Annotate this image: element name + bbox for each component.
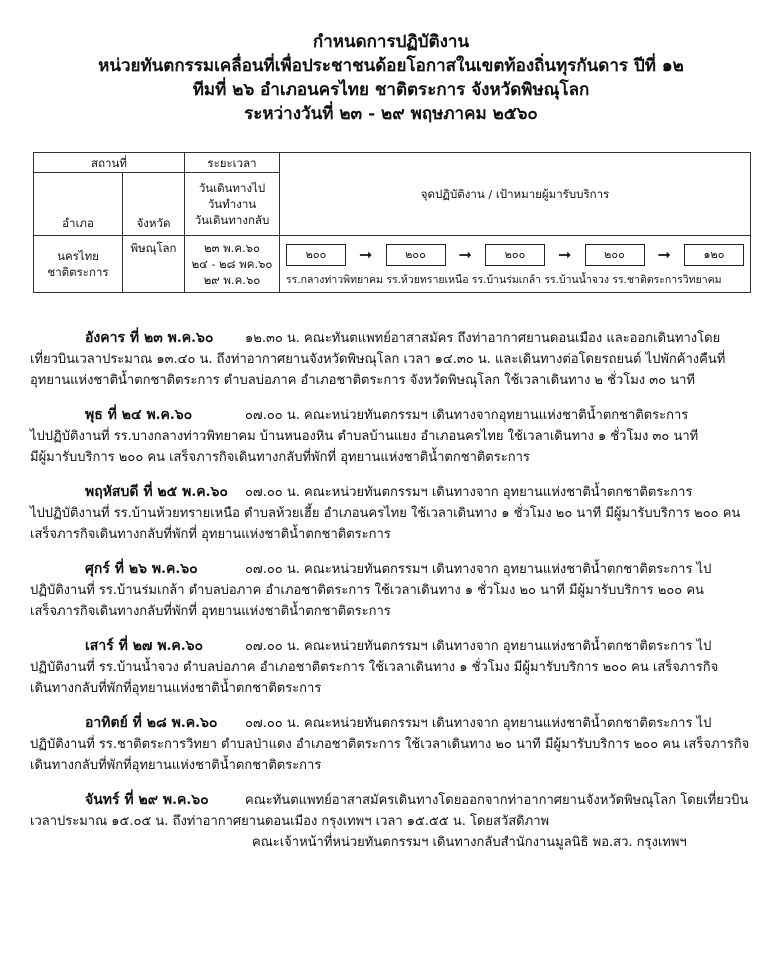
schedule-entry bbox=[30, 713, 752, 776]
school-list: รร.กลางท่าวพิทยาคม รร.ห้วยทรายเหนือ รร.บ้านร่มเกล้า รร.บ้านน้ำจวง รร.ชาติตระการวิทยาคม bbox=[286, 274, 722, 286]
entry-day: อาทิตย์ ที่ ๒๘ พ.ค.๖๐ bbox=[85, 715, 218, 731]
time-detail-depart: วันเดินทางไป bbox=[198, 181, 266, 195]
entry-line: เสร็จภารกิจเดินทางกลับที่พักที่ อุทยานแห่งชาติน้ำตกชาติตระการ bbox=[30, 527, 391, 542]
header-title: กำหนดการปฏิบัติงาน bbox=[312, 32, 470, 52]
entry-text: คณะทันตแพทย์อาสาสมัครเดินทางโดยออกจากท่าอากาศยานจังหวัดพิษณุโลก โดยเที่ยวบิน bbox=[245, 793, 749, 808]
entry-first-line bbox=[30, 405, 752, 426]
entry-text: ๐๗.๐๐ น. คณะหน่วยทันตกรรมฯ เดินทางจาก อุทยานแห่งชาติน้ำตกชาติตระการ ไป bbox=[245, 716, 712, 731]
document-header bbox=[0, 0, 782, 126]
entry-line: ปฏิบัติงานที่ รร.บ้านน้ำจวง ตำบลบ่อภาค อำเภอชาติตระการ ใช้เวลาเดินทาง ๑ ชั่วโมง มีผู้มารับบริการ ๒๐๐ คน เสร็จภารกิจ bbox=[30, 660, 719, 675]
target-box: ๒๐๐ bbox=[386, 244, 446, 266]
schedule-entry bbox=[30, 405, 752, 468]
entry-line: เวลาประมาณ ๑๕.๐๕ น. ถึงท่าอากาศยานดอนเมือง กรุงเทพฯ เวลา ๑๕.๕๕ น. โดยสวัสดิภาพ bbox=[30, 814, 550, 829]
entry-line: มีผู้มารับบริการ ๒๐๐ คน เสร็จภารกิจเดินทางกลับที่พักที่ อุทยานแห่งชาติน้ำตกชาติตระการ bbox=[30, 450, 530, 465]
entry-line: คณะเจ้าหน้าที่หน่วยทันตกรรมฯ เดินทางกลับสำนักงานมูลนิธิ พอ.สว. กรุงเทพฯ bbox=[252, 835, 687, 850]
entry-day: อังคาร ที่ ๒๓ พ.ค.๖๐ bbox=[85, 330, 214, 346]
date-depart: ๒๓ พ.ค.๖๐ bbox=[203, 241, 260, 255]
province-cell: พิษณุโลก bbox=[123, 236, 185, 293]
header-district: อำเภอ bbox=[34, 173, 123, 236]
entry-line: เดินทางกลับที่พักที่อุทยานแห่งชาติน้ำตกชาติตระการ bbox=[30, 681, 322, 696]
entry-day: เสาร์ ที่ ๒๗ พ.ค.๖๐ bbox=[85, 638, 204, 654]
entry-line: เที่ยวบินเวลาประมาณ ๑๓.๔๐ น. ถึงท่าอากาศยานจังหวัดพิษณุโลก เวลา ๑๔.๓๐ น. และเดินทางต่อโดยรถยนต์ ไปพักค้างคืนที่ bbox=[30, 352, 726, 367]
time-detail-return: วันเดินทางกลับ bbox=[194, 213, 270, 227]
header-team: ทีมที่ ๒๖ อำเภอนครไทย ชาติตระการ จังหวัดพิษณุโลก bbox=[192, 80, 590, 100]
entry-line: เดินทางกลับที่พักที่อุทยานแห่งชาติน้ำตกชาติตระการ bbox=[30, 758, 322, 773]
entry-line: ไปปฏิบัติงานที่ รร.บางกลางท่าวพิทยาคม บ้านหนองหิน ตำบลบ้านแยง อำเภอนครไทย ใช้เวลาเดินทาง ๑ ชั่วโมง ๓๐ นาที bbox=[30, 429, 699, 444]
entry-line: อุทยานแห่งชาติน้ำตกชาติตระการ ตำบลบ่อภาค อำเภอชาติตระการ จังหวัดพิษณุโลก ใช้เวลาเดินทาง ๒ ชั่วโมง ๓๐ นาที bbox=[30, 373, 695, 388]
header-time-detail bbox=[185, 173, 280, 236]
district-cell bbox=[34, 236, 123, 293]
entry-first-line bbox=[30, 636, 752, 657]
target-flow bbox=[286, 242, 744, 268]
entry-first-line bbox=[30, 559, 752, 580]
schedule-table bbox=[33, 152, 751, 293]
entry-text: ๐๗.๐๐ น. คณะหน่วยทันตกรรมฯ เดินทางจากอุทยานแห่งชาติน้ำตกชาติตระการ bbox=[245, 408, 689, 423]
arrow-right-icon: ➞ bbox=[458, 245, 472, 264]
target-box: ๑๒๐ bbox=[684, 244, 744, 266]
date-return: ๒๙ พ.ค.๖๐ bbox=[203, 273, 261, 287]
schedule-entry bbox=[30, 482, 752, 545]
entry-text: ๐๗.๐๐ น. คณะหน่วยทันตกรรมฯ เดินทางจาก อุทยานแห่งชาติน้ำตกชาติตระการ ไป bbox=[245, 639, 712, 654]
entry-line: ปฏิบัติงานที่ รร.ชาติตระการวิทยา ตำบลป่าแดง อำเภอชาติตระการ ใช้เวลาเดินทาง ๒๐ นาที มีผู้มารับบริการ ๒๐๐ คน เสร็จภารกิจ bbox=[30, 737, 750, 752]
schedule-entry bbox=[30, 559, 752, 622]
entry-line: ไปปฏิบัติงานที่ รร.บ้านห้วยทรายเหนือ ตำบลห้วยเฮี้ย อำเภอนครไทย ใช้เวลาเดินทาง ๑ ชั่วโมง ๒๐ นาที มีผู้มารับบริการ ๒๐๐ คน bbox=[30, 506, 741, 521]
date-work: ๒๔ - ๒๘ พค.๖๐ bbox=[191, 257, 273, 271]
entry-line: เสร็จภารกิจเดินทางกลับที่พักที่ อุทยานแห่งชาติน้ำตกชาติตระการ bbox=[30, 604, 391, 619]
time-detail-work: วันทำงาน bbox=[207, 197, 257, 211]
target-flow-cell bbox=[280, 236, 751, 293]
header-time: ระยะเวลา bbox=[185, 153, 280, 173]
entry-text: ๐๗.๐๐ น. คณะหน่วยทันตกรรมฯ เดินทางจาก อุทยานแห่งชาติน้ำตกชาติตระการ ไป bbox=[245, 562, 712, 577]
entry-text: ๑๒.๓๐ น. คณะทันตแพทย์อาสาสมัคร ถึงท่าอากาศยานดอนเมือง และออกเดินทางโดย bbox=[245, 331, 721, 346]
entry-day: ศุกร์ ที่ ๒๖ พ.ค.๖๐ bbox=[85, 561, 198, 577]
target-box: ๒๐๐ bbox=[485, 244, 545, 266]
dates-cell bbox=[185, 236, 280, 293]
entry-first-line bbox=[30, 328, 752, 349]
entry-first-line bbox=[30, 713, 752, 734]
entry-day: พฤหัสบดี ที่ ๒๕ พ.ค.๖๐ bbox=[85, 484, 228, 500]
schedule-entry bbox=[30, 328, 752, 391]
target-box: ๒๐๐ bbox=[585, 244, 645, 266]
schedule-body bbox=[30, 328, 752, 867]
arrow-right-icon: ➞ bbox=[359, 245, 373, 264]
district-2: ชาติตระการ bbox=[47, 265, 109, 279]
arrow-right-icon: ➞ bbox=[657, 245, 671, 264]
entry-first-line bbox=[30, 482, 752, 503]
entry-text: ๐๗.๐๐ น. คณะหน่วยทันตกรรมฯ เดินทางจาก อุทยานแห่งชาติน้ำตกชาติตระการ bbox=[245, 485, 693, 500]
header-period: ระหว่างวันที่ ๒๓ - ๒๙ พฤษภาคม ๒๕๖๐ bbox=[244, 104, 538, 124]
arrow-right-icon: ➞ bbox=[558, 245, 572, 264]
header-target: จุดปฏิบัติงาน / เป้าหมายผู้มารับบริการ bbox=[280, 153, 751, 236]
header-province: จังหวัด bbox=[123, 173, 185, 236]
entry-day: พุธ ที่ ๒๔ พ.ค.๖๐ bbox=[85, 407, 193, 423]
header-place: สถานที่ bbox=[34, 153, 185, 173]
schedule-entry bbox=[30, 790, 752, 853]
entry-line: ปฏิบัติงานที่ รร.บ้านร่มเกล้า ตำบลบ่อภาค อำเภอชาติตระการ ใช้เวลาเดินทาง ๑ ชั่วโมง ๒๐ นาที มีผู้มารับบริการ ๒๐๐ คน bbox=[30, 583, 704, 598]
target-box: ๒๐๐ bbox=[286, 244, 346, 266]
entry-day: จันทร์ ที่ ๒๙ พ.ค.๖๐ bbox=[85, 792, 209, 808]
header-unit: หน่วยทันตกรรมเคลื่อนที่เพื่อประชาชนด้อยโอกาสในเขตท้องถิ่นทุรกันดาร ปีที่ ๑๒ bbox=[98, 56, 684, 76]
district-1: นครไทย bbox=[57, 249, 99, 263]
schedule-entry bbox=[30, 636, 752, 699]
entry-first-line bbox=[30, 790, 752, 811]
